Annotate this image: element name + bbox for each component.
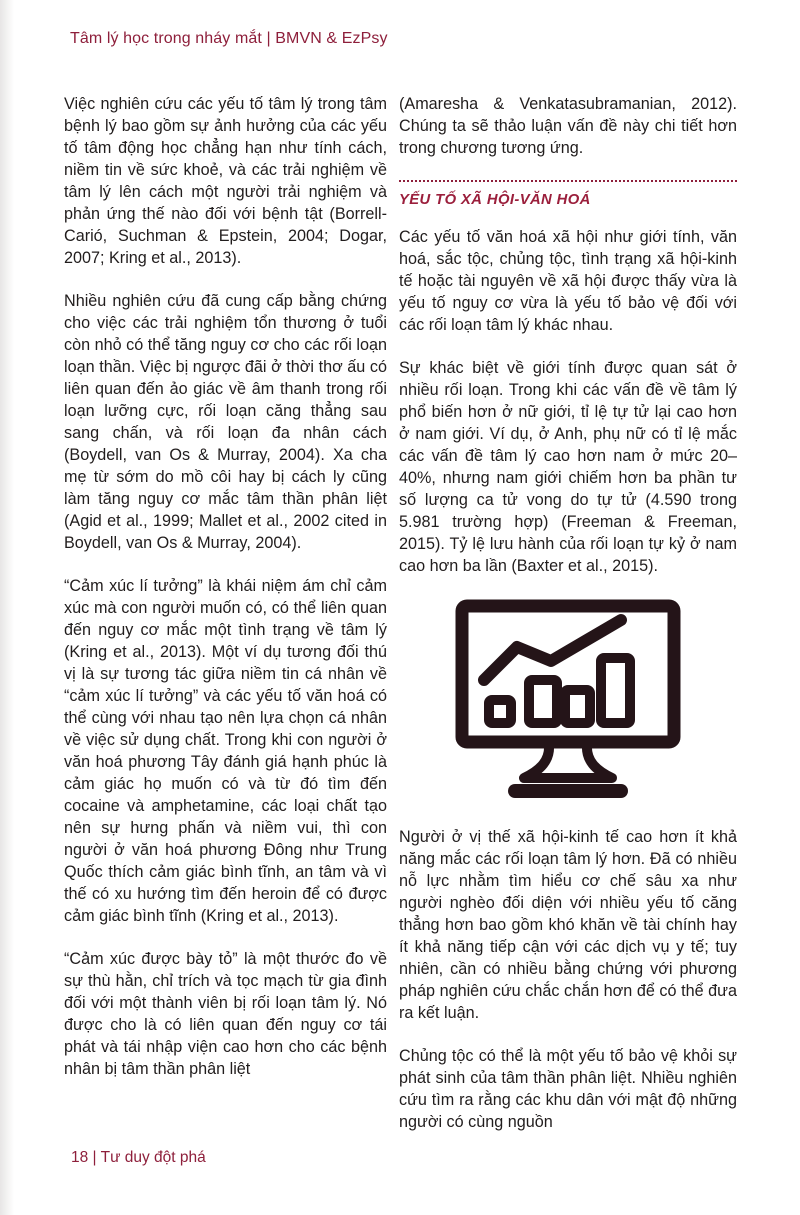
right-text-column (399, 93, 737, 1154)
running-header: Tâm lý học trong nháy mắt | BMVN & EzPsy (70, 30, 388, 47)
paragraph: Việc nghiên cứu các yếu tố tâm lý trong tâm bệnh lý bao gồm sự ảnh hưởng của các yếu tố tâm động học chẳng hạn như tính cách, niềm tin về sức khoẻ, và các trải nghiệm về tâm lý lên cách một người trải nghiệm và phản ứng thế nào đối với bệnh tật (Borrell-Carió, Suchman & Epstein, 2004; Dogar, 2007; Kring et al., 2013). (64, 95, 387, 267)
figure-statistics-illustration (399, 598, 737, 810)
paragraph: Chủng tộc có thể là một yếu tố bảo vệ khỏi sự phát sinh của tâm thần phân liệt. Nhiều nghiên cứu tìm ra rằng các khu dân với mật độ những người có cùng nguồn (399, 1047, 737, 1131)
paragraph: Người ở vị thế xã hội-kinh tế cao hơn ít khả năng mắc các rối loạn tâm lý hơn. Đã có nhiều nỗ lực nhằm tìm hiểu cơ chế sâu xa như người nghèo đối diện với nhiều yếu tố căng thẳng hơn bao gồm khó khăn về tài chính hay ít khả năng tiếp cận với các dịch vụ y tế; tuy nhiên, cần có nhiều bằng chứng với phương pháp nghiên cứu chắc chắn hơn để có thể đưa ra kết luận. (399, 828, 737, 1022)
section-divider-dotted-rule (399, 180, 737, 182)
scan-page-edge-shading (0, 0, 14, 1215)
paragraph: Sự khác biệt về giới tính được quan sát ở nhiều rối loạn. Trong khi các vấn đề về tâm lý phổ biến hơn ở nữ giới, tỉ lệ tự tử lại cao hơn ở nam giới. Ví dụ, ở Anh, phụ nữ có tỉ lệ mắc các vấn đề tâm lý cao hơn nam ở mức 20–40%, nhưng nam giới chiếm hơn ba phần tư số lượng ca tử vong do tự tử (4.590 trong 5.981 trường hợp) (Freeman & Freeman, 2015). Tỷ lệ lưu hành của rối loạn tự kỷ ở nam cao hơn ba lần (Baxter et al., 2015). (399, 359, 737, 575)
paragraph: (Amaresha & Venkatasubramanian, 2012). Chúng ta sẽ thảo luận vấn đề này chi tiết hơn trong chương tương ứng. (399, 95, 737, 157)
paragraph: “Cảm xúc lí tưởng” là khái niệm ám chỉ cảm xúc mà con người muốn có, có thể liên quan đến nguy cơ mắc một tình trạng về tâm lý (Kring et al., 2013). Một ví dụ tương đối thú vị là sự tương tác giữa niềm tin cá nhân về “cảm xúc lí tưởng” và các yếu tố văn hoá có thể cùng với nhau tạo nên lựa chọn cá nhân về việc sử dụng chất. Trong khi con người ở văn hoá phương Tây đánh giá hạnh phúc là cảm giác họ muốn có và từ đó tìm đến cocaine và amphetamine, các loại chất tạo nên sự hưng phấn và niềm vui, thì con người ở văn hoá phương Đông như Trung Quốc thích cảm giác bình tĩnh, an tâm và vì thế có xu hướng tìm đến heroin để có được cảm giác bình tĩnh (Kring et al., 2013). (64, 577, 387, 925)
paragraph: “Cảm xúc được bày tỏ” là một thước đo về sự thù hằn, chỉ trích và tọc mạch từ gia đình đối với một thành viên bị rối loạn tâm lý. Nó được cho là có liên quan đến nguy cơ tái phát và tái nhập viện cao hơn cho các bệnh nhân bị tâm thần phân liệt (64, 950, 387, 1078)
paragraph: Các yếu tố văn hoá xã hội như giới tính, văn hoá, sắc tộc, chủng tộc, tình trạng xã hội-kinh tế hoặc tài nguyên về xã hội được thấy vừa là yếu tố nguy cơ vừa là yếu tố bảo vệ đối với các rối loạn tâm lý khác nhau. (399, 228, 737, 334)
page-number-footer: 18 | Tư duy đột phá (71, 1149, 206, 1166)
monitor-bar-line-chart-icon (451, 598, 685, 804)
left-text-column (64, 93, 387, 1101)
paragraph: Nhiều nghiên cứu đã cung cấp bằng chứng cho việc các trải nghiệm tổn thương ở tuổi còn nhỏ có thể tăng nguy cơ cho các rối loạn loạn thần. Việc bị ngược đãi ở thời thơ ấu có liên quan đến ảo giác về âm thanh trong rối loạn lưỡng cực, rối loạn căng thẳng sau sang chấn, và rối loạn đa nhân cách (Boydell, van Os & Murray, 2004). Xa cha mẹ từ sớm do mồ côi hay bị cách ly cũng làm tăng nguy cơ mắc tâm thần phân liệt (Agid et al., 1999; Mallet et al., 2002 cited in Boydell, van Os & Murray, 2004). (64, 292, 387, 552)
section-heading: YẾU TỐ XÃ HỘI-VĂN HOÁ (399, 192, 591, 208)
